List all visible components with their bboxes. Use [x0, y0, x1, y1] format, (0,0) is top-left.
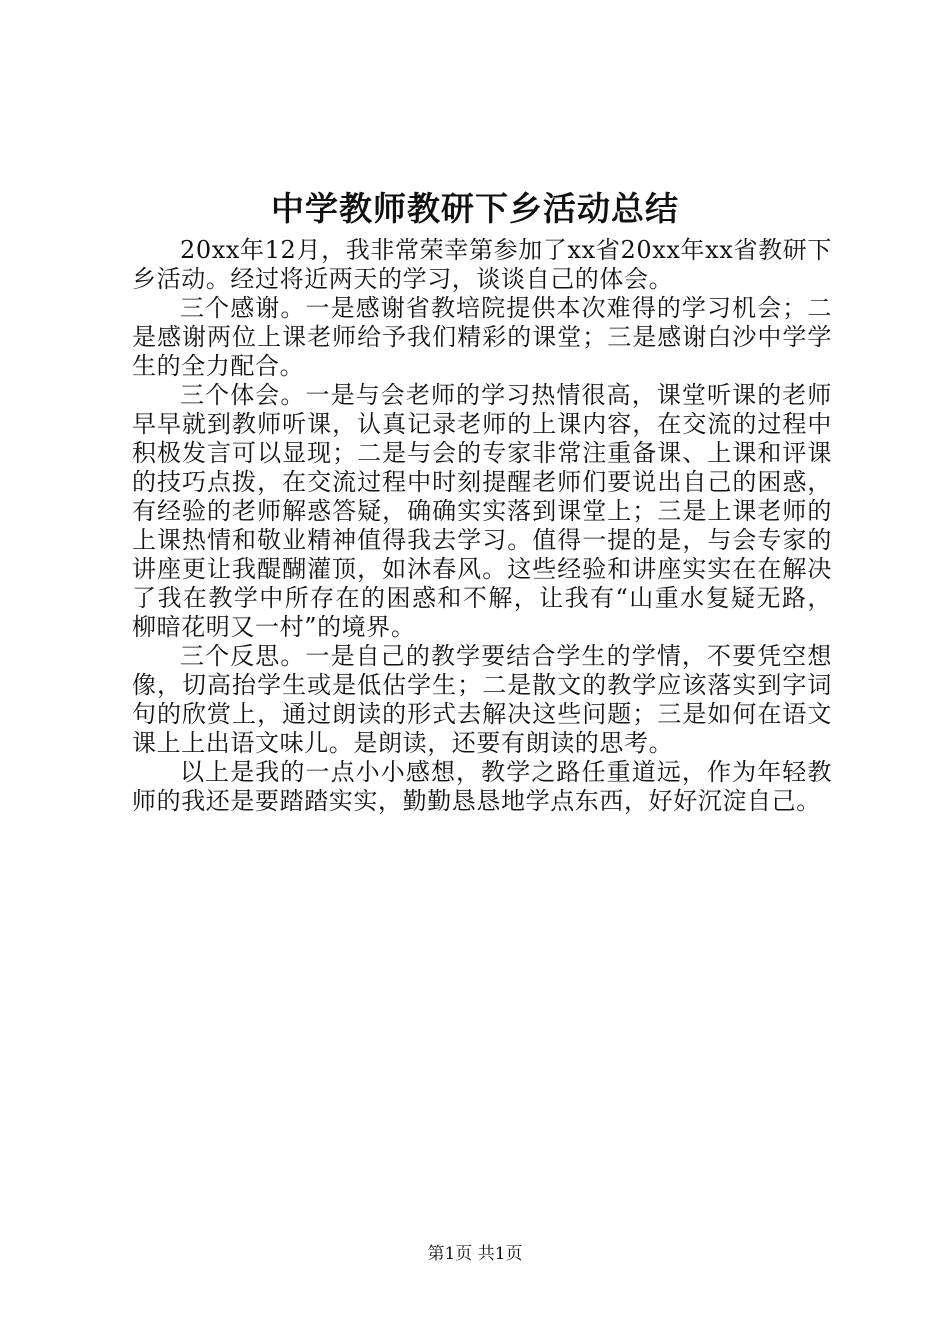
document-body [132, 236, 832, 816]
paragraph-thanks: 三个感谢。一是感谢省教培院提供本次难得的学习机会；二是感谢两位上课老师给予我们精彩的课堂；三是感谢白沙中学学生的全力配合。 [132, 294, 832, 380]
page-footer: 第1页 共1页 [427, 1244, 523, 1264]
paragraph-intro: 20xx年12月，我非常荣幸第参加了xx省20xx年xx省教研下乡活动。经过将近两天的学习，谈谈自己的体会。 [132, 236, 832, 293]
paragraph-reflections: 三个反思。一是自己的教学要结合学生的学情，不要凭空想像，切高抬学生或是低估学生；二是散文的教学应该落实到字词句的欣赏上，通过朗读的形式去解决这些问题；三是如何在语文课上上出语文味儿。是朗读，还要有朗读的思考。 [132, 642, 832, 757]
paragraph-conclusion: 以上是我的一点小小感想，教学之路任重道远，作为年轻教师的我还是要踏踏实实，勤勤恳恳地学点东西，好好沉淀自己。 [132, 758, 832, 815]
document-title: 中学教师教研下乡活动总结 [271, 189, 679, 228]
paragraph-experiences: 三个体会。一是与会老师的学习热情很高，课堂听课的老师早早就到教师听课，认真记录老师的上课内容，在交流的过程中积极发言可以显现；二是与会的专家非常注重备课、上课和评课的技巧点拨，在交流过程中时刻提醒老师们要说出自己的困惑，有经验的老师解惑答疑，确确实实落到课堂上；三是上课老师的上课热情和敬业精神值得我去学习。值得一提的是，与会专家的讲座更让我醍醐灌顶，如沐春风。这些经验和讲座实实在在解决了我在教学中所存在的困惑和不解，让我有“山重水复疑无路，柳暗花明又一村”的境界。 [132, 381, 832, 641]
